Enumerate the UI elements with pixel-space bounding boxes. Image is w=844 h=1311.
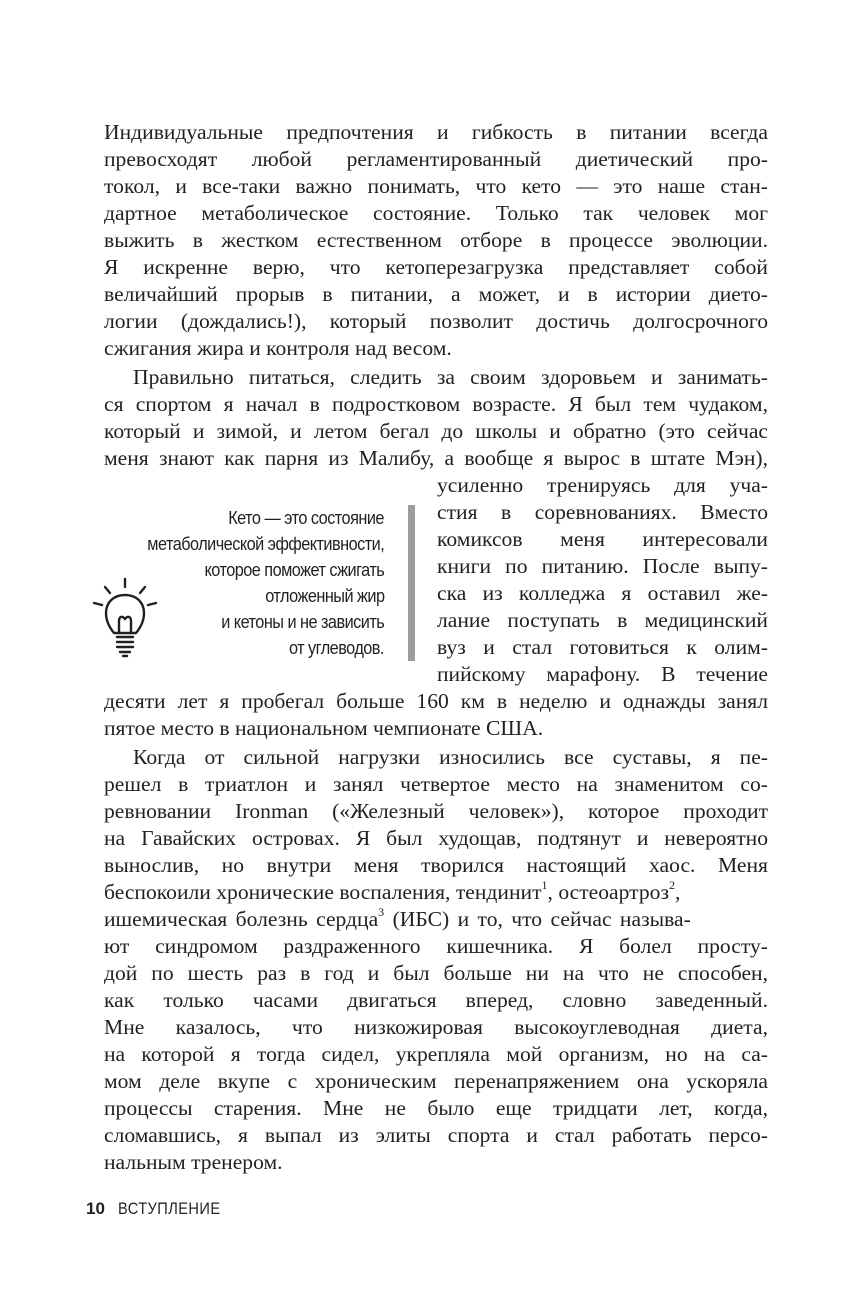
footnote-ref[interactable]: 1 [541,877,548,892]
text-line: на которой я тогда сидел, укрепляла мой организм, но на са- [104,1042,768,1066]
pull-quote-line: от углеводов. [289,637,384,658]
text-line: дартное метаболическое состояние. Только так человек мог [104,201,768,225]
text-line: книги по питанию. После выпу- [437,554,768,578]
text-line: Когда от сильной нагрузки износились все суставы, я пе- [133,745,768,769]
text-line: выжить в жестком естественном отборе в процессе эволюции. [104,228,768,252]
pull-quote-line: отложенный жир [264,585,384,606]
pull-quote-bar [408,505,415,661]
text-line: дой по шесть раз в год и был больше ни на что не способен, [104,961,768,985]
text-line: ска из колледжа я оставил же- [437,581,768,605]
text-line: меня знают как парня из Малибу, а вообще я вырос в штате Мэн), [104,446,768,470]
page-number: 10 [86,1199,105,1218]
text-line: решел в триатлон и занял четвертое место на знаменитом со- [104,772,768,796]
text-line: сжигания жира и контроля над весом. [104,336,452,360]
pull-quote-line: Кето — это состояние [228,507,384,528]
text-line: на Гавайских островах. Я был худощав, подтянут и невероятно [104,826,768,850]
text-line: Я искренне верю, что кетоперезагрузка представляет собой [104,255,768,279]
pull-quote-line: метаболической эффективности, [147,533,384,554]
text-line: который и зимой, и летом бегал до школы и обратно (это сейчас [104,419,768,443]
text-line: вынослив, но внутри меня творился настоящий хаос. Меня [104,853,768,877]
text-span: , остеоартроз [547,880,669,904]
text-line [104,906,768,933]
text-line: сломавшись, я выпал из элиты спорта и стал работать персо- [104,1123,768,1147]
text-line: токол, и все-таки важно понимать, что кето — это наше стан- [104,174,768,198]
text-line: Индивидуальные предпочтения и гибкость в питании всегда [104,120,768,144]
text-line: Мне казалось, что низкожировая высокоуглеводная диета, [104,1015,768,1039]
text-line: величайший прорыв в питании, а может, и в истории дието- [104,282,768,306]
text-span: , [674,880,681,904]
running-section-title: ВСТУПЛЕНИЕ [118,1199,221,1218]
text-line: ся спортом я начал в подростковом возрасте. Я был тем чудаком, [104,392,768,416]
pull-quote-line: которое поможет сжигать [204,559,384,580]
footnote-ref[interactable]: 3 [378,904,385,919]
text-line: стия в соревнованиях. Вместо [437,500,768,524]
text-span: ишемическая болезнь сердца [104,907,379,931]
pull-quote-line: и кетоны и не зависить [221,611,384,632]
text-span: (ИБС) и то, что сейчас называ- [384,907,691,931]
lightbulb-icon [92,577,158,661]
text-line: пятое место в национальном чемпионате США. [104,716,544,740]
text-line: мом деле вкупе с хроническим перенапряжением она ускоряла [104,1069,768,1093]
text-line: десяти лет я пробегал больше 160 км в неделю и однажды занял [104,689,768,713]
text-line: ют синдромом раздраженного кишечника. Я болел просту- [104,934,768,958]
text-line: Правильно питаться, следить за своим здоровьем и занимать- [133,365,768,389]
text-line: логии (дождались!), который позволит достичь долгосрочного [104,309,768,333]
text-line: нальным тренером. [104,1150,283,1174]
text-line: комиксов меня интересовали [437,527,768,551]
text-line: вуз и стал готовиться к олим- [437,635,768,659]
text-line: процессы старения. Мне не было еще тридцати лет, когда, [104,1096,768,1120]
text-line: как только часами двигаться вперед, словно заведенный. [104,988,768,1012]
text-line: усиленно тренируясь для уча- [437,473,768,497]
text-line [104,879,768,906]
footnote-ref[interactable]: 2 [668,877,675,892]
text-span: беспокоили хронические воспаления, тендинит [104,880,542,904]
text-line: ревновании Ironman («Железный человек»), которое проходит [104,799,768,823]
text-line: пийскому марафону. В течение [437,662,768,686]
text-line: лание поступать в медицинский [437,608,768,632]
text-line: превосходят любой регламентированный диетический про- [104,147,768,171]
